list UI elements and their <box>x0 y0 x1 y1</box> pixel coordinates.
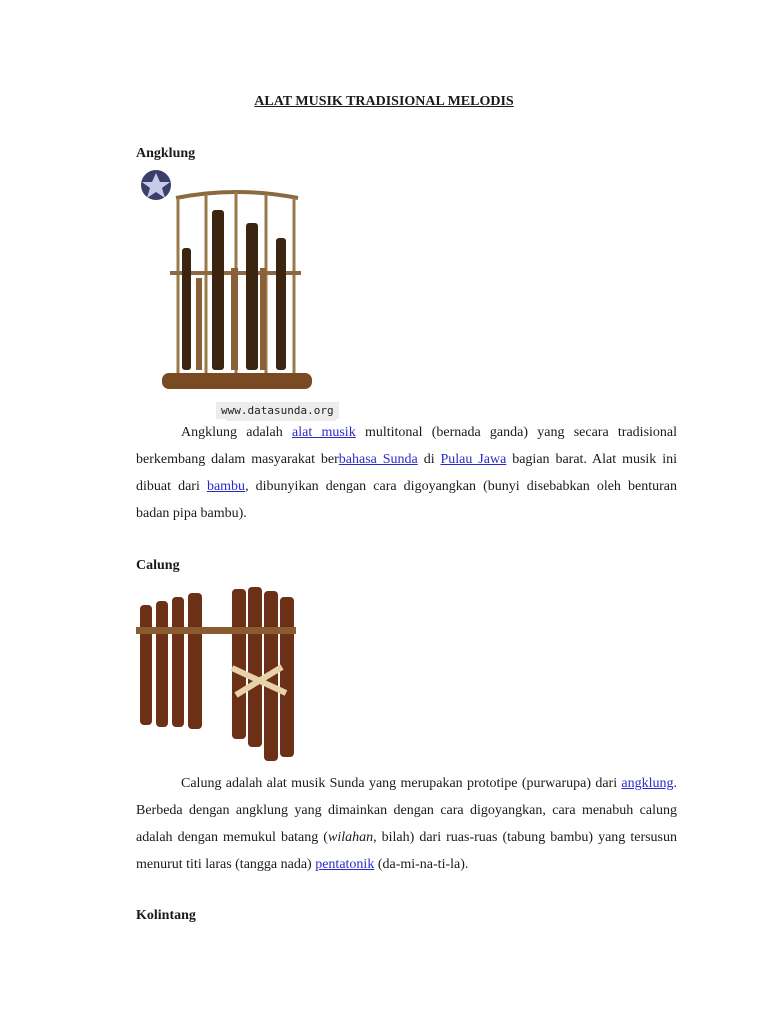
calung-image <box>136 583 301 766</box>
text: , bilah) dari ruas-ruas (tabung bambu) yang tersusun menurut titi laras (tangga nada) <box>136 830 678 872</box>
heading-angklung: Angklung <box>136 146 196 161</box>
angklung-image <box>136 168 336 422</box>
link-bahasa-sunda[interactable]: bahasa Sunda <box>338 452 418 467</box>
text: . Berbeda dengan angklung yang dimainkan dengan cara digoyangkan, cara menabuh calung adalah dengan memukul batang ( <box>136 776 677 845</box>
text: di <box>417 452 441 467</box>
document-title: ALAT MUSIK TRADISIONAL MELODIS <box>254 94 514 109</box>
link-bambu[interactable]: bambu <box>206 479 246 494</box>
text: , dibunyikan dengan cara digoyangkan (bunyi disebabkan oleh benturan badan pipa bambu). <box>136 479 677 521</box>
calung-paragraph <box>136 770 677 878</box>
text: Angklung adalah <box>181 425 293 440</box>
heading-kolintang: Kolintang <box>136 908 196 923</box>
text: bagian barat. Alat musik ini dibuat dari <box>136 452 677 494</box>
italic-term: wilahan <box>327 830 374 845</box>
heading-calung: Calung <box>136 558 180 573</box>
text: (da-mi-na-ti-la). <box>374 857 469 872</box>
angklung-paragraph <box>136 419 677 527</box>
link-pentatonik[interactable]: pentatonik <box>315 857 375 872</box>
link-alat-musik[interactable]: alat musik <box>292 425 356 440</box>
link-angklung[interactable]: angklung <box>621 776 674 791</box>
text: multitonal (bernada ganda) yang secara tradisional berkembang dalam masyarakat ber <box>136 425 678 467</box>
text: Calung adalah alat musik Sunda yang merupakan prototipe (purwarupa) dari <box>181 776 622 791</box>
image-watermark: www.datasunda.org <box>216 402 339 419</box>
link-pulau-jawa[interactable]: Pulau Jawa <box>440 452 507 467</box>
